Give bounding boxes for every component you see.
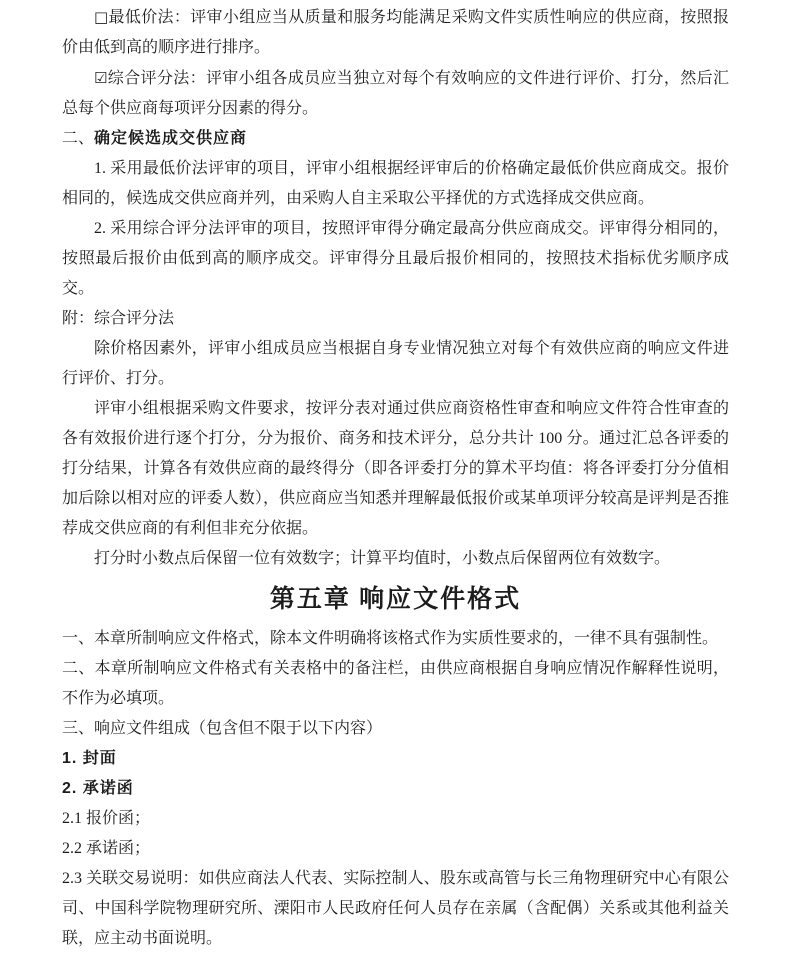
para-lowest-price-method-text: 最低价法：评审小组应当从质量和服务均能满足采购文件实质性响应的供应商，按照报价由低到高的顺序进行排序。	[62, 9, 729, 56]
para-lowest-price-evaluation: 1. 采用最低价法评审的项目，评审小组根据经评审后的价格确定最低价供应商成交。报价相同的，候选成交供应商并列，由采购人自主采取公平择优的方式选择成交供应商。	[62, 160, 729, 207]
para-comprehensive-scoring-method	[62, 63, 729, 124]
checkbox-unchecked-icon: □	[94, 8, 109, 26]
item-quotation-letter: 2.1 报价函；	[62, 810, 151, 827]
chapter-title: 第五章 响应文件格式	[269, 586, 522, 613]
para-format-not-mandatory: 一、本章所制响应文件格式，除本文件明确将该格式作为实质性要求的，一律不具有强制性。	[62, 630, 719, 647]
heading-determine-candidate-suppliers	[62, 124, 729, 154]
para-comprehensive-scoring-method-text: 综合评分法：评审小组各成员应当独立对每个有效响应的文件进行评价、打分，然后汇总每个供应商每项评分因素的得分。	[62, 70, 729, 117]
item-commitment-letter-sub: 2.2 承诺函；	[62, 840, 151, 857]
para-decimal-rounding: 打分时小数点后保留一位有效数字；计算平均值时，小数点后保留两位有效数字。	[94, 550, 671, 567]
para-related-transactions: 2.3 关联交易说明：如供应商法人代表、实际控制人、股东或高管与长三角物理研究中心有限公司、中国科学院物理研究所、溧阳市人民政府任何人员存在亲属（含配偶）关系或其他利益关联，应主动书面说明。	[62, 870, 729, 947]
para-response-doc-composition: 三、响应文件组成（包含但不限于以下内容）	[62, 720, 383, 737]
item-cover: 1. 封面	[62, 750, 117, 767]
checkbox-checked-icon: ☑	[94, 69, 108, 87]
para-scoring-procedure: 评审小组根据采购文件要求，按评分表对通过供应商资格性审查和响应文件符合性审查的各有效报价进行逐个打分，分为报价、商务和技术评分，总分共计 100 分。通过汇总各评委的打分结果，计算各有效供应商的最终得分（即各评委打分的算术平均值：将各评委打分分值相加后除以相对应的评委人数），供应商应当知悉并理解最低报价或某单项评分较高是评判是否推荐成交供应商的有利但非充分依据。	[62, 400, 729, 537]
heading-number-prefix: 二、	[62, 130, 95, 147]
item-commitment-letter: 2. 承诺函	[62, 780, 134, 797]
para-comprehensive-evaluation: 2. 采用综合评分法评审的项目，按照评审得分确定最高分供应商成交。评审得分相同的，按照最后报价由低到高的顺序成交。评审得分且最后报价相同的，按照技术指标优劣顺序成交。	[62, 220, 729, 297]
para-remarks-column: 二、本章所制响应文件格式有关表格中的备注栏，由供应商根据自身响应情况作解释性说明，不作为必填项。	[62, 660, 729, 707]
label-appendix-scoring-method: 附：综合评分法	[62, 310, 175, 327]
heading-title-text: 确定候选成交供应商	[94, 130, 248, 147]
para-non-price-factors: 除价格因素外，评审小组成员应当根据自身专业情况独立对每个有效供应商的响应文件进行评价、打分。	[62, 340, 729, 387]
para-lowest-price-method	[62, 2, 729, 63]
